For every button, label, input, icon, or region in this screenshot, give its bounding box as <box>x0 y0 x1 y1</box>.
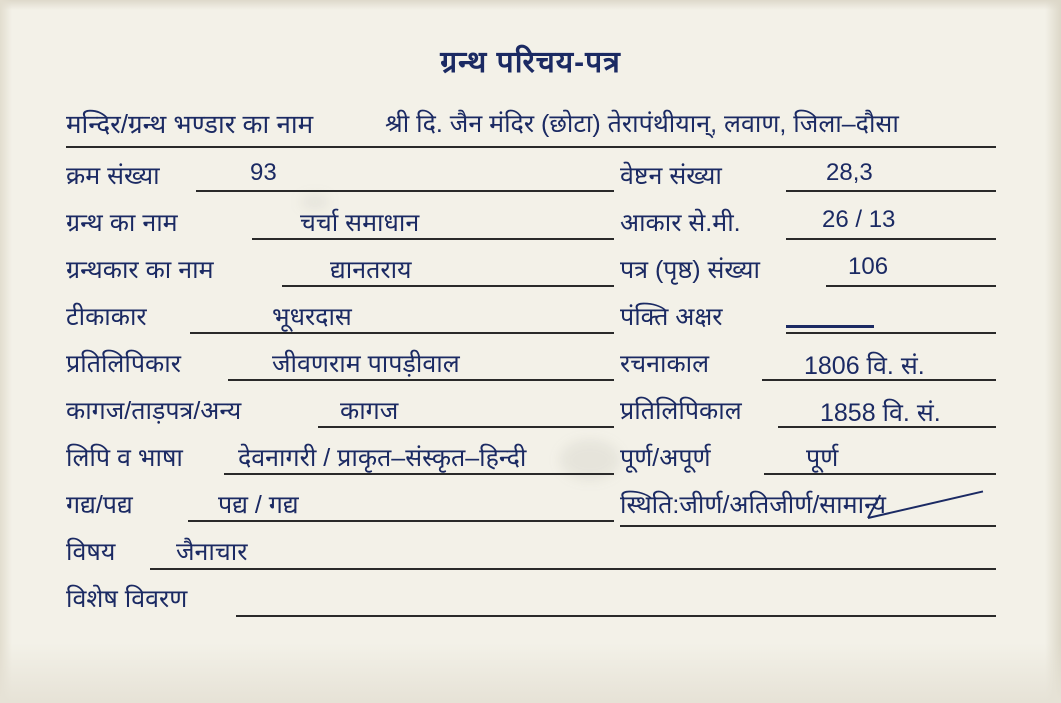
paper-edge-bottom <box>0 643 1061 703</box>
row-4-left-value: जीवणराम पापड़ीवाल <box>272 350 460 378</box>
form-row <box>0 252 1061 298</box>
row-4-left-rule <box>228 379 614 381</box>
row-1-left-label: ग्रन्थ का नाम <box>66 209 178 237</box>
row-7-right-rule <box>620 525 996 527</box>
row-7-right-label: स्थिति:जीर्ण/अतिजीर्ण/सामान्य <box>620 491 886 519</box>
subject-value: जैनाचार <box>176 538 248 566</box>
mandir-name-label: मन्दिर/ग्रन्थ भण्डार का नाम <box>66 109 314 139</box>
row-1-right-rule <box>786 238 996 240</box>
row-1-left-value: चर्चा समाधान <box>300 209 420 237</box>
subject-rule <box>150 568 996 570</box>
row-2-right-value: 106 <box>848 253 889 280</box>
row-3-right-underline-ink <box>786 325 874 328</box>
row-4-right-rule <box>762 379 996 381</box>
form-row <box>0 581 1061 627</box>
mandir-name-rule <box>66 146 996 148</box>
row-0-right-label: वेष्टन संख्या <box>620 162 722 190</box>
row-5-left-label: कागज/ताड़पत्र/अन्य <box>66 397 242 425</box>
form-row <box>0 158 1061 204</box>
row-6-right-label: पूर्ण/अपूर्ण <box>620 444 711 472</box>
row-7-left-value: पद्य / गद्य <box>218 491 299 519</box>
row-4-left-label: प्रतिलिपिकार <box>66 350 181 378</box>
remarks-label: विशेष विवरण <box>66 585 188 613</box>
row-2-right-rule <box>826 285 996 287</box>
row-5-right-rule <box>778 426 996 428</box>
form-row <box>0 534 1061 580</box>
row-4-right-value: 1806 वि. सं. <box>804 352 925 380</box>
row-6-left-label: लिपि व भाषा <box>66 444 183 472</box>
row-3-left-rule <box>190 332 614 334</box>
form-row <box>0 299 1061 345</box>
form-row <box>0 440 1061 486</box>
row-0-left-value: 93 <box>250 159 277 186</box>
row-3-right-label: पंक्ति अक्षर <box>620 303 723 331</box>
row-7-left-label: गद्य/पद्य <box>66 491 133 519</box>
row-6-left-value: देवनागरी / प्राकृत–संस्कृत–हिन्दी <box>238 444 527 472</box>
row-3-right-rule <box>786 332 996 334</box>
row-1-left-rule <box>252 238 614 240</box>
row-0-right-rule <box>786 190 996 192</box>
row-6-right-value: पूर्ण <box>806 444 839 472</box>
row-1-right-label: आकार से.मी. <box>620 209 741 237</box>
row-2-right-label: पत्र (पृष्ठ) संख्या <box>620 256 760 284</box>
row-5-left-value: कागज <box>340 397 399 425</box>
row-7-left-rule <box>188 520 614 522</box>
row-2-left-rule <box>282 285 614 287</box>
subject-label: विषय <box>66 538 116 566</box>
row-6-right-rule <box>764 473 996 475</box>
row-4-right-label: रचनाकाल <box>620 350 710 378</box>
row-5-right-label: प्रतिलिपिकाल <box>620 397 742 425</box>
row-3-left-value: भूधरदास <box>272 303 352 331</box>
row-0-right-value: 28,3 <box>826 159 873 186</box>
page-title: ग्रन्थ परिचय-पत्र <box>440 46 621 79</box>
form-row <box>0 487 1061 533</box>
row-6-left-rule <box>224 473 614 475</box>
form-row <box>0 393 1061 439</box>
row-2-left-value: द्यानतराय <box>330 256 412 284</box>
mandir-name-value: श्री दि. जैन मंदिर (छोटा) तेरापंथीयान्, लवाण, जिला–दौसा <box>385 110 899 138</box>
row-3-left-label: टीकाकार <box>66 303 147 331</box>
form-row <box>0 346 1061 392</box>
form-row <box>0 205 1061 251</box>
remarks-rule <box>236 615 996 617</box>
row-0-left-label: क्रम संख्या <box>66 162 160 190</box>
paper-edge-top <box>0 0 1061 10</box>
row-5-left-rule <box>318 426 614 428</box>
row-2-left-label: ग्रन्थकार का नाम <box>66 256 214 284</box>
row-1-right-value: 26 / 13 <box>822 206 896 233</box>
row-5-right-value: 1858 वि. सं. <box>820 399 941 427</box>
row-0-left-rule <box>196 190 614 192</box>
